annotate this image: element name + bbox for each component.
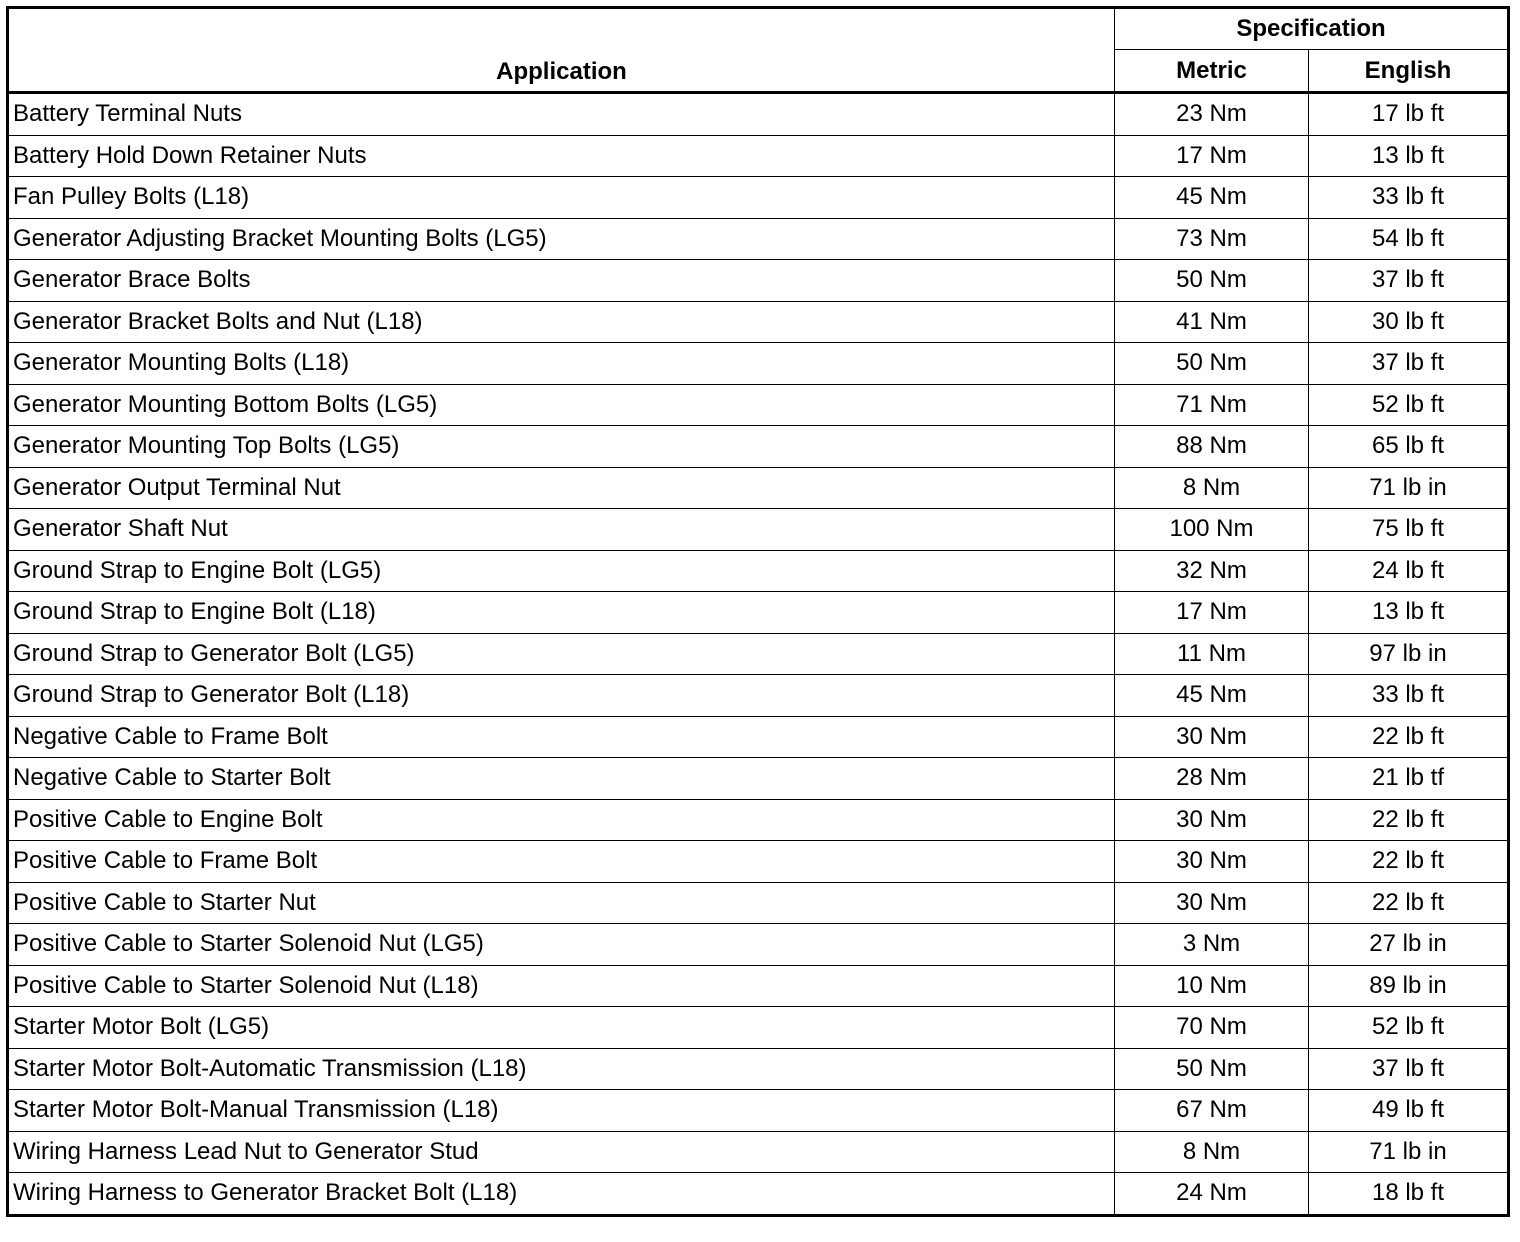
table-row	[8, 924, 1509, 966]
table-row	[8, 509, 1509, 551]
english-cell: 37 lb ft	[1309, 1048, 1509, 1090]
english-cell: 49 lb ft	[1309, 1090, 1509, 1132]
english-cell: 37 lb ft	[1309, 343, 1509, 385]
english-cell: 52 lb ft	[1309, 1007, 1509, 1049]
application-cell: Positive Cable to Frame Bolt	[8, 841, 1115, 883]
application-cell: Generator Shaft Nut	[8, 509, 1115, 551]
application-cell: Generator Mounting Top Bolts (LG5)	[8, 426, 1115, 468]
table-row	[8, 135, 1509, 177]
table-row	[8, 633, 1509, 675]
english-cell: 22 lb ft	[1309, 882, 1509, 924]
application-cell: Positive Cable to Starter Nut	[8, 882, 1115, 924]
table-body	[8, 93, 1509, 1216]
application-cell: Ground Strap to Engine Bolt (LG5)	[8, 550, 1115, 592]
metric-cell: 73 Nm	[1115, 218, 1309, 260]
metric-cell: 45 Nm	[1115, 675, 1309, 717]
application-cell: Battery Hold Down Retainer Nuts	[8, 135, 1115, 177]
application-cell: Starter Motor Bolt-Automatic Transmission (L18)	[8, 1048, 1115, 1090]
application-cell: Positive Cable to Engine Bolt	[8, 799, 1115, 841]
table-row	[8, 384, 1509, 426]
english-cell: 18 lb ft	[1309, 1173, 1509, 1216]
application-cell: Ground Strap to Generator Bolt (LG5)	[8, 633, 1115, 675]
table-row	[8, 426, 1509, 468]
english-cell: 22 lb ft	[1309, 716, 1509, 758]
metric-cell: 71 Nm	[1115, 384, 1309, 426]
metric-cell: 8 Nm	[1115, 1131, 1309, 1173]
english-cell: 13 lb ft	[1309, 135, 1509, 177]
application-cell: Negative Cable to Starter Bolt	[8, 758, 1115, 800]
table-row	[8, 177, 1509, 219]
application-cell: Wiring Harness Lead Nut to Generator Stud	[8, 1131, 1115, 1173]
english-cell: 22 lb ft	[1309, 799, 1509, 841]
english-cell: 27 lb in	[1309, 924, 1509, 966]
english-cell: 89 lb in	[1309, 965, 1509, 1007]
table-header	[8, 8, 1509, 93]
table-row	[8, 218, 1509, 260]
english-cell: 22 lb ft	[1309, 841, 1509, 883]
english-column-header: English	[1309, 50, 1509, 93]
application-cell: Wiring Harness to Generator Bracket Bolt (L18)	[8, 1173, 1115, 1216]
table-row	[8, 1048, 1509, 1090]
metric-cell: 17 Nm	[1115, 592, 1309, 634]
english-cell: 17 lb ft	[1309, 93, 1509, 136]
metric-column-header: Metric	[1115, 50, 1309, 93]
english-cell: 21 lb tf	[1309, 758, 1509, 800]
application-cell: Starter Motor Bolt (LG5)	[8, 1007, 1115, 1049]
metric-cell: 32 Nm	[1115, 550, 1309, 592]
metric-cell: 11 Nm	[1115, 633, 1309, 675]
application-cell: Generator Mounting Bolts (L18)	[8, 343, 1115, 385]
torque-specification-table	[6, 6, 1510, 1217]
metric-cell: 45 Nm	[1115, 177, 1309, 219]
english-cell: 33 lb ft	[1309, 675, 1509, 717]
metric-cell: 24 Nm	[1115, 1173, 1309, 1216]
english-cell: 33 lb ft	[1309, 177, 1509, 219]
application-cell: Generator Adjusting Bracket Mounting Bolts (LG5)	[8, 218, 1115, 260]
application-cell: Negative Cable to Frame Bolt	[8, 716, 1115, 758]
application-cell: Generator Brace Bolts	[8, 260, 1115, 302]
application-cell: Positive Cable to Starter Solenoid Nut (LG5)	[8, 924, 1115, 966]
table-row	[8, 343, 1509, 385]
metric-cell: 67 Nm	[1115, 1090, 1309, 1132]
metric-cell: 28 Nm	[1115, 758, 1309, 800]
english-cell: 71 lb in	[1309, 467, 1509, 509]
english-cell: 97 lb in	[1309, 633, 1509, 675]
table-row	[8, 965, 1509, 1007]
table-row	[8, 550, 1509, 592]
application-cell: Ground Strap to Generator Bolt (L18)	[8, 675, 1115, 717]
english-cell: 71 lb in	[1309, 1131, 1509, 1173]
english-cell: 75 lb ft	[1309, 509, 1509, 551]
specification-group-header: Specification	[1115, 8, 1509, 50]
english-cell: 52 lb ft	[1309, 384, 1509, 426]
table-row	[8, 716, 1509, 758]
application-cell: Starter Motor Bolt-Manual Transmission (L18)	[8, 1090, 1115, 1132]
table-row	[8, 675, 1509, 717]
table-row	[8, 758, 1509, 800]
application-cell: Generator Mounting Bottom Bolts (LG5)	[8, 384, 1115, 426]
metric-cell: 23 Nm	[1115, 93, 1309, 136]
header-row-top	[8, 8, 1509, 50]
table-row	[8, 592, 1509, 634]
application-cell: Generator Bracket Bolts and Nut (L18)	[8, 301, 1115, 343]
application-cell: Battery Terminal Nuts	[8, 93, 1115, 136]
application-cell: Positive Cable to Starter Solenoid Nut (L18)	[8, 965, 1115, 1007]
application-cell: Ground Strap to Engine Bolt (L18)	[8, 592, 1115, 634]
metric-cell: 10 Nm	[1115, 965, 1309, 1007]
metric-cell: 88 Nm	[1115, 426, 1309, 468]
table-row	[8, 1173, 1509, 1216]
table-row	[8, 799, 1509, 841]
metric-cell: 8 Nm	[1115, 467, 1309, 509]
table-row	[8, 1007, 1509, 1049]
metric-cell: 30 Nm	[1115, 799, 1309, 841]
application-cell: Generator Output Terminal Nut	[8, 467, 1115, 509]
table-row	[8, 301, 1509, 343]
table-row	[8, 1090, 1509, 1132]
application-cell: Fan Pulley Bolts (L18)	[8, 177, 1115, 219]
metric-cell: 50 Nm	[1115, 1048, 1309, 1090]
english-cell: 65 lb ft	[1309, 426, 1509, 468]
metric-cell: 30 Nm	[1115, 841, 1309, 883]
english-cell: 37 lb ft	[1309, 260, 1509, 302]
metric-cell: 100 Nm	[1115, 509, 1309, 551]
table-row	[8, 882, 1509, 924]
metric-cell: 50 Nm	[1115, 260, 1309, 302]
metric-cell: 70 Nm	[1115, 1007, 1309, 1049]
english-cell: 30 lb ft	[1309, 301, 1509, 343]
metric-cell: 17 Nm	[1115, 135, 1309, 177]
metric-cell: 3 Nm	[1115, 924, 1309, 966]
table-row	[8, 93, 1509, 136]
table-row	[8, 1131, 1509, 1173]
metric-cell: 30 Nm	[1115, 882, 1309, 924]
application-column-header: Application	[8, 8, 1115, 93]
table-row	[8, 841, 1509, 883]
table-row	[8, 260, 1509, 302]
table-row	[8, 467, 1509, 509]
english-cell: 13 lb ft	[1309, 592, 1509, 634]
english-cell: 54 lb ft	[1309, 218, 1509, 260]
metric-cell: 30 Nm	[1115, 716, 1309, 758]
english-cell: 24 lb ft	[1309, 550, 1509, 592]
metric-cell: 41 Nm	[1115, 301, 1309, 343]
metric-cell: 50 Nm	[1115, 343, 1309, 385]
